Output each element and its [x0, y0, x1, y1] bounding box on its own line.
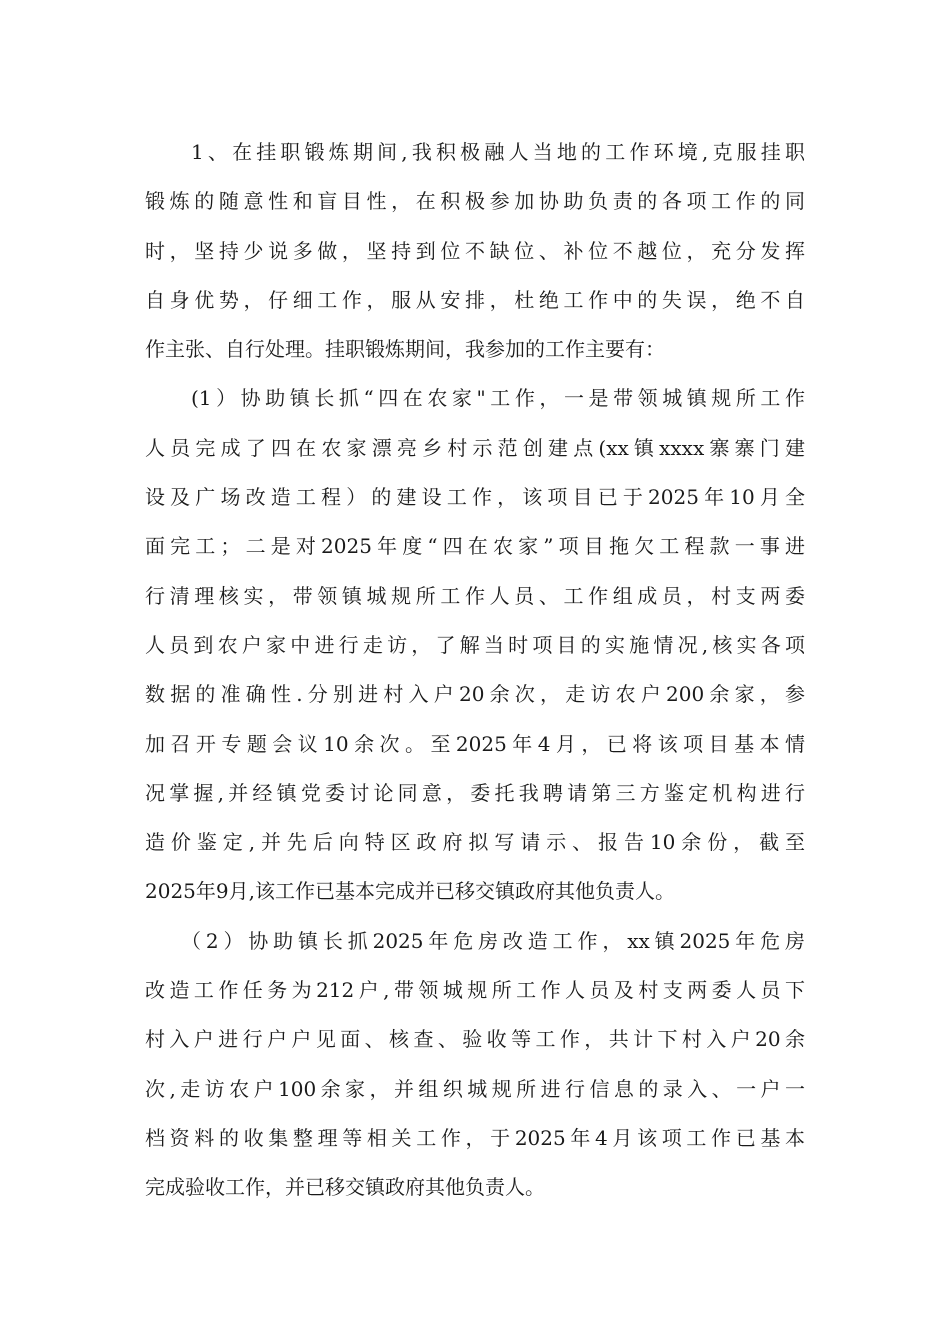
text-line: 锻炼的随意性和盲目性，在积极参加协助负责的各项工作的同 — [145, 189, 805, 214]
document-body — [145, 128, 805, 1213]
text-line: 面完工；二是对2025年度“四在农家”项目拖欠工程款一事进 — [145, 534, 805, 559]
paragraph-1 — [145, 128, 805, 374]
text-line: (1）协助镇长抓“四在农家"工作，一是带领城镇规所工作 — [191, 386, 805, 411]
text-line: 村入户进行户户见面、核查、验收等工作，共计下村入户20余 — [145, 1027, 805, 1052]
text-line: 2025年9月,该工作已基本完成并已移交镇政府其他负责人。 — [145, 879, 675, 904]
text-line: 人员完成了四在农家漂亮乡村示范创建点(xx镇xxxx寨寨门建 — [145, 435, 805, 460]
text-line: 数据的准确性.分别进村入户20余次，走访农户200余家，参 — [145, 682, 805, 707]
text-line: 时，坚持少说多做，坚持到位不缺位、补位不越位，充分发挥 — [145, 238, 805, 263]
paragraph-3 — [145, 917, 805, 1213]
text-line: 档资料的收集整理等相关工作，于2025年4月该项工作已基本 — [145, 1125, 805, 1150]
text-line: （2）协助镇长抓2025年危房改造工作，xx镇2025年危房 — [181, 928, 805, 953]
text-line: 次,走访农户100余家，并组织城规所进行信息的录入、一户一 — [145, 1076, 805, 1101]
text-line: 作主张、自行处理。挂职锻炼期间，我参加的工作主要有： — [145, 337, 665, 362]
text-line: 加召开专题会议10余次。至2025年4月，已将该项目基本情 — [145, 731, 805, 756]
paragraph-2 — [145, 374, 805, 916]
text-line: 人员到农户家中进行走访，了解当时项目的实施情况,核实各项 — [145, 632, 805, 657]
text-line: 完成验收工作，并已移交镇政府其他负责人。 — [145, 1175, 545, 1200]
text-line: 改造工作任务为212户,带领城规所工作人员及村支两委人员下 — [145, 978, 805, 1003]
text-line: 自身优势，仔细工作，服从安排，杜绝工作中的失误，绝不自 — [145, 287, 805, 312]
text-line: 行清理核实，带领镇城规所工作人员、工作组成员，村支两委 — [145, 583, 805, 608]
text-line: 造价鉴定,并先后向特区政府拟写请示、报告10余份，截至 — [145, 830, 805, 855]
text-line: 设及广场改造工程）的建设工作，该项目已于2025年10月全 — [145, 485, 805, 510]
text-line: 1、在挂职锻炼期间,我积极融人当地的工作环境,克服挂职 — [191, 140, 805, 164]
text-line: 况掌握,并经镇党委讨论同意，委托我聘请第三方鉴定机构进行 — [145, 780, 805, 805]
